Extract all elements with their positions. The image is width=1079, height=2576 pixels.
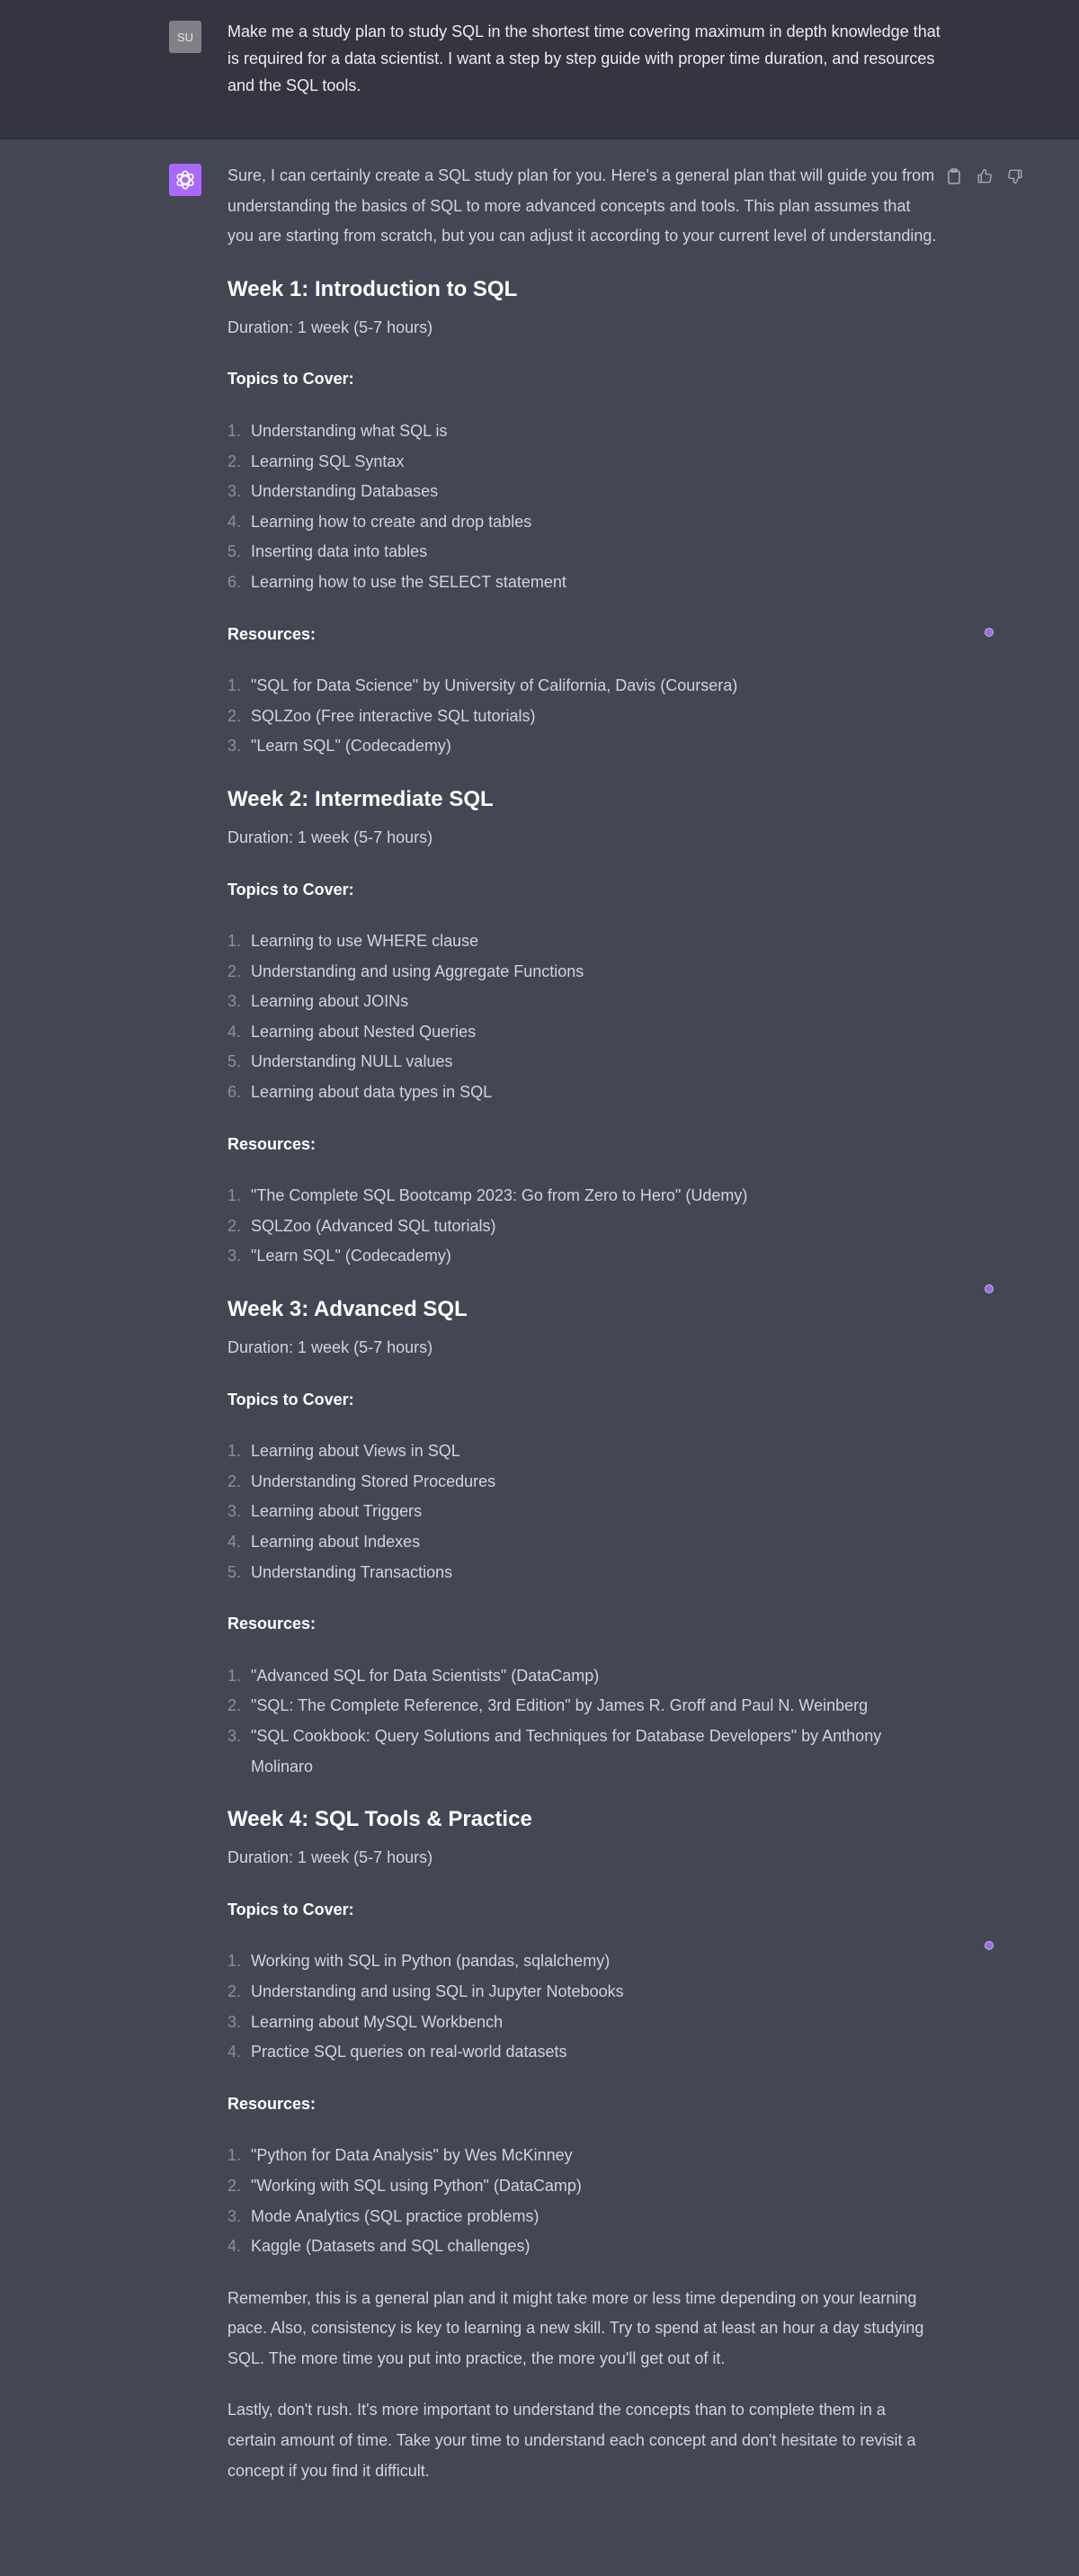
assistant-message-row <box>0 139 1079 2576</box>
topics-label: Topics to Cover: <box>227 1390 354 1409</box>
list-item: 2. Understanding and using SQL in Jupyter Notebooks <box>227 1981 624 2000</box>
openai-logo-icon <box>169 164 201 196</box>
list-item: 6. Learning how to use the SELECT statement <box>227 572 566 591</box>
resources-list <box>227 1661 938 1782</box>
marker-dot-icon <box>985 1941 994 1950</box>
duration-text: Duration: 1 week (5-7 hours) <box>227 827 433 846</box>
list-item: 3. Mode Analytics (SQL practice problems) <box>227 2206 540 2225</box>
list-item: 4. Kaggle (Datasets and SQL challenges) <box>227 2237 531 2256</box>
list-item: 3. "Learn SQL" (Codecademy) <box>227 737 451 756</box>
list-item: 1. "The Complete SQL Bootcamp 2023: Go from Zero to Hero" (Udemy) <box>227 1186 748 1205</box>
resources-label: Resources: <box>227 1134 317 1153</box>
list-item: 4. Learning about Indexes <box>227 1533 421 1551</box>
week-heading: Week 3: Advanced SQL <box>227 1297 468 1322</box>
list-item: 2. Understanding and using Aggregate Functions <box>227 962 584 980</box>
list-item: 1. "Python for Data Analysis" by Wes McKinney <box>227 2146 573 2165</box>
list-item: 2. SQLZoo (Advanced SQL tutorials) <box>227 1216 496 1235</box>
week-heading: Week 1: Introduction to SQL <box>227 276 518 301</box>
resources-label: Resources: <box>227 624 317 643</box>
list-item: 1. "SQL for Data Science" by University of California, Davis (Coursera) <box>227 676 738 695</box>
list-item: 2. SQLZoo (Free interactive SQL tutorials) <box>227 706 536 725</box>
resources-label: Resources: <box>227 1614 317 1633</box>
duration-text: Duration: 1 week (5-7 hours) <box>227 1848 433 1867</box>
copy-button[interactable] <box>944 166 964 186</box>
thumbs-up-button[interactable] <box>975 166 994 186</box>
closing-paragraph: Lastly, don't rush. It's more important to understand the concepts than to complete them in a certain amount of time. Take your time to understand each concept and don't hesitate to revisit a concept if you find it difficult. <box>227 2401 916 2480</box>
closing-paragraph: Remember, this is a general plan and it might take more or less time depending on your learning pace. Also, consistency is key to learning a new skill. Try to spend at least an hour a day studying SQL. The more time you put into practice, the more you'll get out of it. <box>227 2288 924 2367</box>
list-item: 5. Understanding NULL values <box>227 1052 453 1071</box>
list-item: 2. "Working with SQL using Python" (DataCamp) <box>227 2176 582 2195</box>
list-item: 4. Practice SQL queries on real-world datasets <box>227 2043 567 2062</box>
list-item: 3. "SQL Cookbook: Query Solutions and Techniques for Database Developers" by Anthony Molinaro <box>227 1726 882 1775</box>
topics-label: Topics to Cover: <box>227 370 354 389</box>
list-item: 1. Working with SQL in Python (pandas, sqlalchemy) <box>227 1952 611 1971</box>
topics-list <box>227 1436 938 1588</box>
marker-dot-icon <box>985 628 994 637</box>
resources-list <box>227 671 938 762</box>
thumbs-down-button[interactable] <box>1005 166 1025 186</box>
duration-text: Duration: 1 week (5-7 hours) <box>227 1338 433 1357</box>
marker-dot-icon <box>985 1284 994 1293</box>
user-message-text: Make me a study plan to study SQL in the shortest time covering maximum in depth knowledge that is required for a data scientist. I want a step by step guide with proper time duration, and resources and the SQL tools. <box>227 22 941 94</box>
list-item: 3. "Learn SQL" (Codecademy) <box>227 1247 451 1266</box>
list-item: 2. "SQL: The Complete Reference, 3rd Edition" by James R. Groff and Paul N. Weinberg <box>227 1696 869 1715</box>
user-message-row <box>0 0 1079 139</box>
list-item: 3. Learning about JOINs <box>227 992 409 1011</box>
resources-label: Resources: <box>227 2094 317 2113</box>
thumbs-up-icon <box>976 168 993 184</box>
topics-list <box>227 1946 938 2067</box>
week-heading: Week 2: Intermediate SQL <box>227 786 494 811</box>
intro-paragraph: Sure, I can certainly create a SQL study plan for you. Here's a general plan that will guide you from understanding the basics of SQL to more advanced concepts and tools. This plan assumes that you are starting from scratch, but you can adjust it according to your current level of understanding. <box>227 166 937 246</box>
list-item: 3. Understanding Databases <box>227 482 439 501</box>
message-actions <box>944 166 1025 186</box>
list-item: 4. Learning about Nested Queries <box>227 1022 477 1041</box>
week-4-section <box>227 1803 938 2262</box>
resources-list <box>227 2141 938 2261</box>
list-item: 1. Understanding what SQL is <box>227 421 448 440</box>
thumbs-down-icon <box>1007 168 1023 184</box>
week-heading: Week 4: SQL Tools & Practice <box>227 1807 532 1832</box>
list-item: 2. Learning SQL Syntax <box>227 452 405 470</box>
topics-list <box>227 416 938 598</box>
list-item: 2. Understanding Stored Procedures <box>227 1471 496 1490</box>
resources-list <box>227 1181 938 1272</box>
assistant-message-content <box>227 161 938 2508</box>
topics-label: Topics to Cover: <box>227 880 354 899</box>
list-item: 4. Learning how to create and drop tables <box>227 512 532 531</box>
list-item: 6. Learning about data types in SQL <box>227 1083 493 1102</box>
clipboard-icon <box>947 168 961 184</box>
topics-list <box>227 926 938 1108</box>
list-item: 5. Understanding Transactions <box>227 1562 453 1581</box>
week-2-section <box>227 783 938 1272</box>
list-item: 1. "Advanced SQL for Data Scientists" (DataCamp) <box>227 1666 600 1685</box>
list-item: 1. Learning about Views in SQL <box>227 1442 460 1461</box>
week-3-section <box>227 1293 938 1782</box>
list-item: 5. Inserting data into tables <box>227 542 428 561</box>
week-1-section <box>227 273 938 762</box>
topics-label: Topics to Cover: <box>227 1900 354 1919</box>
list-item: 3. Learning about Triggers <box>227 1502 423 1521</box>
user-avatar: SU <box>169 21 201 53</box>
list-item: 3. Learning about MySQL Workbench <box>227 2012 504 2031</box>
duration-text: Duration: 1 week (5-7 hours) <box>227 318 433 336</box>
list-item: 1. Learning to use WHERE clause <box>227 932 479 951</box>
